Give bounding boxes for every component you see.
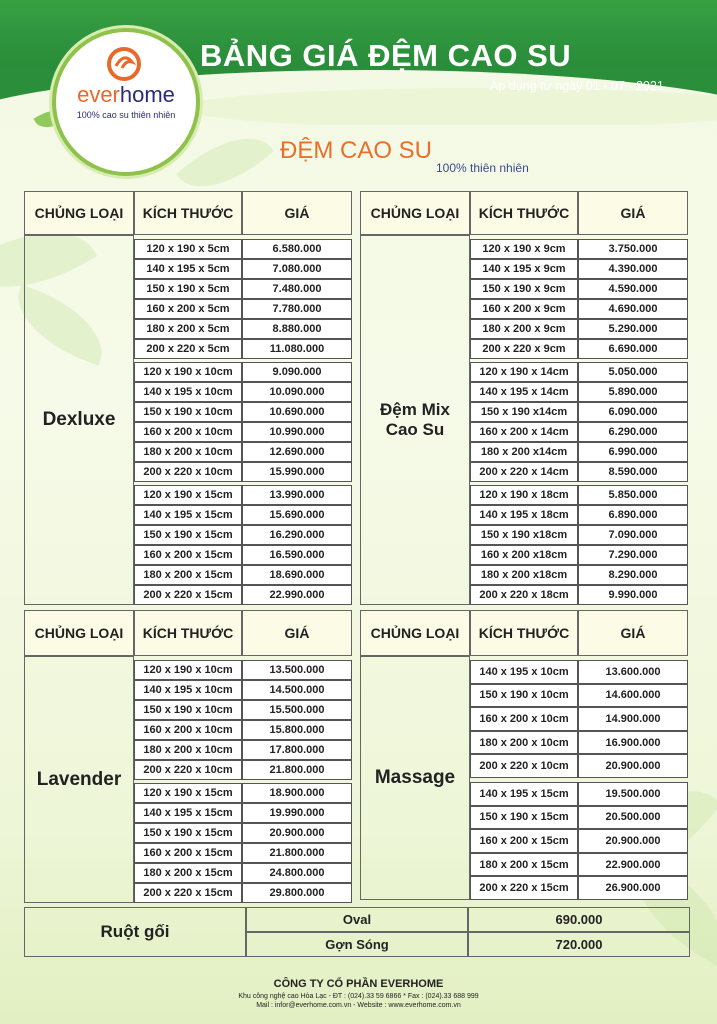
price-cell: 6.290.000	[578, 422, 688, 442]
header-price: GIÁ	[578, 610, 688, 656]
pillow-price-cell: 690.000	[468, 907, 690, 932]
price-cell: 4.690.000	[578, 299, 688, 319]
header-type: CHỦNG LOẠI	[360, 610, 470, 656]
size-cell: 120 x 190 x 14cm	[470, 362, 578, 382]
size-cell: 200 x 220 x 10cm	[134, 462, 242, 482]
size-cell: 160 x 200 x 10cm	[470, 707, 578, 731]
size-cell: 150 x 190 x 15cm	[134, 525, 242, 545]
price-cell: 5.290.000	[578, 319, 688, 339]
size-cell: 160 x 200 x 14cm	[470, 422, 578, 442]
size-cell: 200 x 220 x 5cm	[134, 339, 242, 359]
size-cell: 120 x 190 x 15cm	[134, 783, 242, 803]
price-cell: 6.580.000	[242, 239, 352, 259]
logo-swirl-icon	[106, 46, 142, 82]
page-title: BẢNG GIÁ ĐỆM CAO SU	[200, 38, 572, 73]
size-cell: 200 x 220 x 15cm	[470, 876, 578, 900]
size-cell: 200 x 220 x 9cm	[470, 339, 578, 359]
size-cell: 160 x 200 x18cm	[470, 545, 578, 565]
price-cell: 17.800.000	[242, 740, 352, 760]
price-cell: 15.800.000	[242, 720, 352, 740]
size-cell: 180 x 200 x 10cm	[134, 740, 242, 760]
size-cell: 150 x 190 x 10cm	[134, 402, 242, 422]
header-type: CHỦNG LOẠI	[24, 610, 134, 656]
size-cell: 200 x 220 x 15cm	[134, 585, 242, 605]
size-cell: 200 x 220 x 10cm	[470, 754, 578, 778]
size-cell: 140 x 195 x 5cm	[134, 259, 242, 279]
size-cell: 150 x 190 x 9cm	[470, 279, 578, 299]
price-cell: 6.690.000	[578, 339, 688, 359]
price-cell: 18.900.000	[242, 783, 352, 803]
price-cell: 26.900.000	[578, 876, 688, 900]
price-cell: 15.990.000	[242, 462, 352, 482]
price-cell: 9.990.000	[578, 585, 688, 605]
price-cell: 18.690.000	[242, 565, 352, 585]
price-cell: 5.890.000	[578, 382, 688, 402]
price-cell: 9.090.000	[242, 362, 352, 382]
price-cell: 6.990.000	[578, 442, 688, 462]
size-cell: 140 x 195 x 10cm	[134, 680, 242, 700]
price-cell: 13.500.000	[242, 660, 352, 680]
size-cell: 150 x 190 x 10cm	[134, 700, 242, 720]
price-cell: 15.690.000	[242, 505, 352, 525]
effective-date: Áp dụng từ ngày 01 - 07 - 2021	[490, 79, 664, 93]
price-cell: 19.500.000	[578, 782, 688, 806]
size-cell: 180 x 200 x 15cm	[470, 853, 578, 877]
size-cell: 140 x 195 x 15cm	[134, 803, 242, 823]
price-cell: 12.690.000	[242, 442, 352, 462]
size-cell: 140 x 195 x 10cm	[470, 660, 578, 684]
pillow-type-cell: Gợn Sóng	[246, 932, 468, 957]
price-cell: 14.500.000	[242, 680, 352, 700]
product-name: Lavender	[24, 656, 134, 903]
size-cell: 150 x 190 x 5cm	[134, 279, 242, 299]
price-cell: 6.090.000	[578, 402, 688, 422]
product-name: Massage	[360, 656, 470, 900]
section-title: ĐỆM CAO SU	[280, 137, 433, 164]
price-cell: 7.480.000	[242, 279, 352, 299]
size-cell: 200 x 220 x 18cm	[470, 585, 578, 605]
price-cell: 22.900.000	[578, 853, 688, 877]
size-cell: 140 x 195 x 9cm	[470, 259, 578, 279]
size-cell: 120 x 190 x 5cm	[134, 239, 242, 259]
price-cell: 10.090.000	[242, 382, 352, 402]
size-cell: 160 x 200 x 10cm	[134, 422, 242, 442]
price-cell: 6.890.000	[578, 505, 688, 525]
price-cell: 21.800.000	[242, 843, 352, 863]
price-cell: 20.900.000	[242, 823, 352, 843]
price-cell: 29.800.000	[242, 883, 352, 903]
price-cell: 7.080.000	[242, 259, 352, 279]
header-size: KÍCH THƯỚC	[470, 610, 578, 656]
product-name: Đệm Mix Cao Su	[360, 235, 470, 605]
price-cell: 5.850.000	[578, 485, 688, 505]
size-cell: 150 x 190 x14cm	[470, 402, 578, 422]
size-cell: 140 x 195 x 14cm	[470, 382, 578, 402]
size-cell: 140 x 195 x 10cm	[134, 382, 242, 402]
header-size: KÍCH THƯỚC	[134, 191, 242, 235]
size-cell: 140 x 195 x 15cm	[470, 782, 578, 806]
size-cell: 120 x 190 x 10cm	[134, 660, 242, 680]
price-cell: 4.390.000	[578, 259, 688, 279]
size-cell: 120 x 190 x 10cm	[134, 362, 242, 382]
footer-address: Khu công nghệ cao Hòa Lạc - ĐT : (024).33 59 6866 * Fax : (024).33 688 999	[238, 993, 479, 1000]
price-cell: 20.900.000	[578, 829, 688, 853]
header-price: GIÁ	[242, 191, 352, 235]
price-cell: 5.050.000	[578, 362, 688, 382]
price-cell: 24.800.000	[242, 863, 352, 883]
size-cell: 180 x 200 x 15cm	[134, 565, 242, 585]
price-cell: 21.800.000	[242, 760, 352, 780]
header-size: KÍCH THƯỚC	[134, 610, 242, 656]
footer-contact: Mail : infor@everhome.com.vn - Website : www.everhome.com.vn	[256, 1002, 461, 1009]
price-cell: 3.750.000	[578, 239, 688, 259]
size-cell: 160 x 200 x 10cm	[134, 720, 242, 740]
price-cell: 20.900.000	[578, 754, 688, 778]
size-cell: 200 x 220 x 14cm	[470, 462, 578, 482]
size-cell: 140 x 195 x 18cm	[470, 505, 578, 525]
price-cell: 22.990.000	[242, 585, 352, 605]
price-cell: 19.990.000	[242, 803, 352, 823]
product-name: Dexluxe	[24, 235, 134, 605]
size-cell: 120 x 190 x 18cm	[470, 485, 578, 505]
size-cell: 180 x 200 x 5cm	[134, 319, 242, 339]
price-cell: 8.290.000	[578, 565, 688, 585]
size-cell: 150 x 190 x 10cm	[470, 684, 578, 708]
price-cell: 15.500.000	[242, 700, 352, 720]
price-cell: 7.780.000	[242, 299, 352, 319]
price-cell: 11.080.000	[242, 339, 352, 359]
size-cell: 160 x 200 x 15cm	[134, 545, 242, 565]
size-cell: 180 x 200 x18cm	[470, 565, 578, 585]
size-cell: 200 x 220 x 10cm	[134, 760, 242, 780]
size-cell: 180 x 200 x14cm	[470, 442, 578, 462]
price-cell: 13.990.000	[242, 485, 352, 505]
price-cell: 13.600.000	[578, 660, 688, 684]
size-cell: 200 x 220 x 15cm	[134, 883, 242, 903]
size-cell: 120 x 190 x 15cm	[134, 485, 242, 505]
size-cell: 180 x 200 x 9cm	[470, 319, 578, 339]
price-cell: 8.880.000	[242, 319, 352, 339]
size-cell: 160 x 200 x 9cm	[470, 299, 578, 319]
size-cell: 180 x 200 x 10cm	[134, 442, 242, 462]
header-size: KÍCH THƯỚC	[470, 191, 578, 235]
pillow-price-cell: 720.000	[468, 932, 690, 957]
size-cell: 160 x 200 x 5cm	[134, 299, 242, 319]
price-cell: 10.690.000	[242, 402, 352, 422]
price-cell: 16.290.000	[242, 525, 352, 545]
price-cell: 20.500.000	[578, 806, 688, 830]
price-cell: 7.090.000	[578, 525, 688, 545]
price-cell: 10.990.000	[242, 422, 352, 442]
price-cell: 8.590.000	[578, 462, 688, 482]
size-cell: 150 x 190 x 15cm	[470, 806, 578, 830]
price-cell: 4.590.000	[578, 279, 688, 299]
section-subtitle: 100% thiên nhiên	[436, 161, 529, 175]
price-cell: 14.900.000	[578, 707, 688, 731]
price-cell: 16.590.000	[242, 545, 352, 565]
size-cell: 120 x 190 x 9cm	[470, 239, 578, 259]
logo-wordmark: everhome	[77, 82, 175, 107]
pillow-type-cell: Oval	[246, 907, 468, 932]
size-cell: 140 x 195 x 15cm	[134, 505, 242, 525]
header-price: GIÁ	[578, 191, 688, 235]
company-logo	[52, 28, 200, 176]
size-cell: 160 x 200 x 15cm	[470, 829, 578, 853]
logo-tagline: 100% cao su thiên nhiên	[76, 110, 176, 120]
size-cell: 180 x 200 x 15cm	[134, 863, 242, 883]
size-cell: 160 x 200 x 15cm	[134, 843, 242, 863]
price-cell: 16.900.000	[578, 731, 688, 755]
header-type: CHỦNG LOẠI	[24, 191, 134, 235]
pillow-label: Ruột gối	[24, 907, 246, 957]
header-type: CHỦNG LOẠI	[360, 191, 470, 235]
size-cell: 150 x 190 x18cm	[470, 525, 578, 545]
price-cell: 7.290.000	[578, 545, 688, 565]
footer-company: CÔNG TY CỔ PHẦN EVERHOME	[273, 978, 444, 990]
price-cell: 14.600.000	[578, 684, 688, 708]
size-cell: 180 x 200 x 10cm	[470, 731, 578, 755]
size-cell: 150 x 190 x 15cm	[134, 823, 242, 843]
header-price: GIÁ	[242, 610, 352, 656]
